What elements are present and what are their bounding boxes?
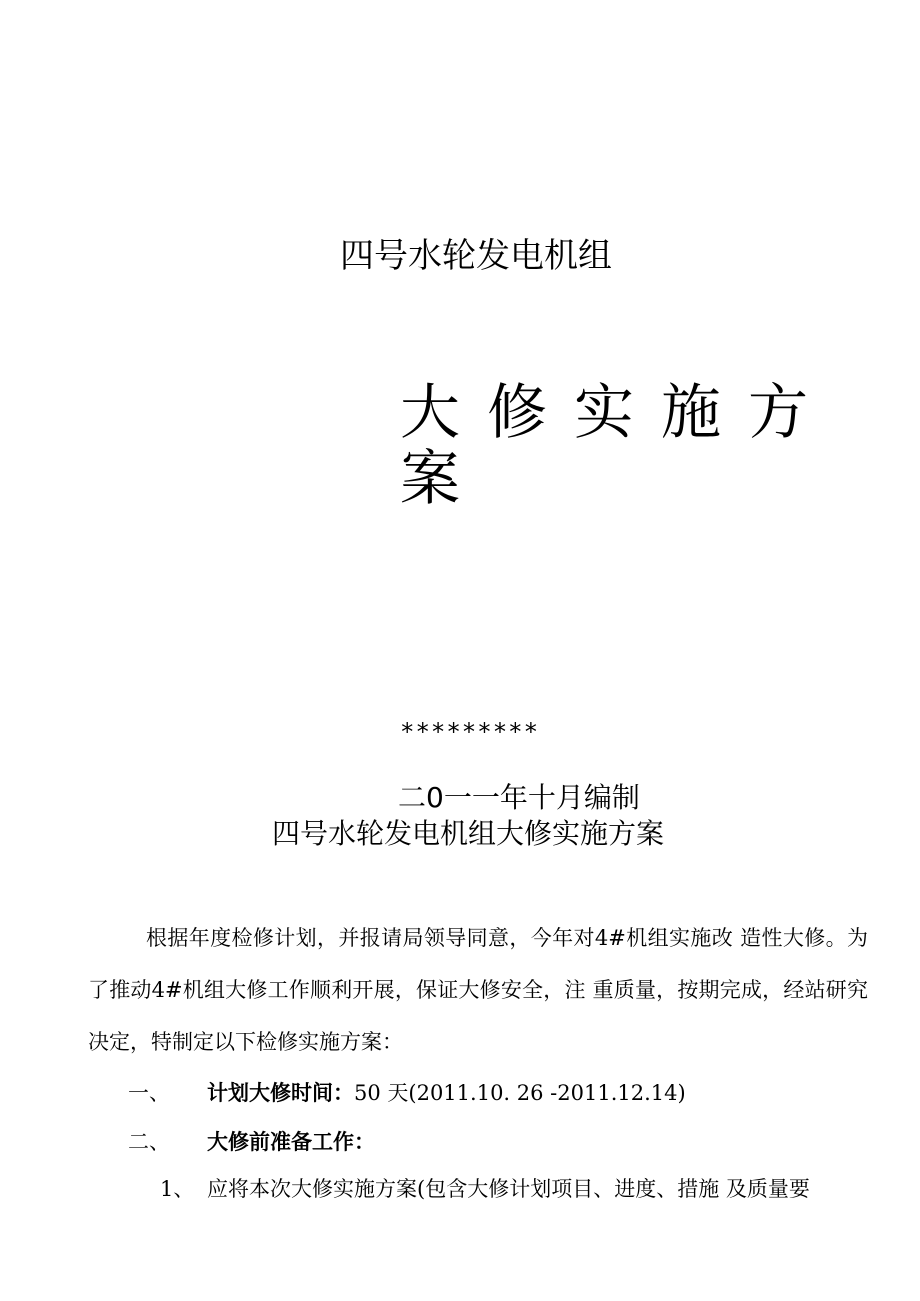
cover-title: 大修实施方案 bbox=[400, 378, 835, 514]
item-1-text: 应将本次大修实施方案(包含大修计划项目、进度、措施 及质量要 bbox=[207, 1177, 810, 1201]
section-1-label: 计划大修时间： bbox=[207, 1080, 354, 1105]
section-2 bbox=[207, 1126, 375, 1156]
cover-subject: 四号水轮发电机组 bbox=[340, 236, 612, 276]
intro-paragraph: 根据年度检修计划，并报请局领导同意，今年对4#机组实施改 造性大修。为了推动4#机组大修工作顺利开展，保证大修安全，注 重质量，按期完成，经站研究决定，特制定以下检修实施方案： bbox=[88, 926, 868, 1054]
section-number-2: 二、 bbox=[128, 1130, 170, 1154]
item-number-1: 1、 bbox=[160, 1177, 195, 1201]
document-heading: 四号水轮发电机组大修实施方案 bbox=[272, 817, 665, 850]
section-2-label: 大修前准备工作： bbox=[207, 1129, 375, 1154]
cover-organization: ********* bbox=[400, 718, 540, 746]
section-1 bbox=[207, 1077, 686, 1107]
cover-date: 二0一一年十月编制 bbox=[398, 781, 640, 814]
section-1-value: 50 天(2011.10. 26 -2011.12.14) bbox=[354, 1081, 686, 1105]
section-number-1: 一、 bbox=[128, 1081, 170, 1105]
